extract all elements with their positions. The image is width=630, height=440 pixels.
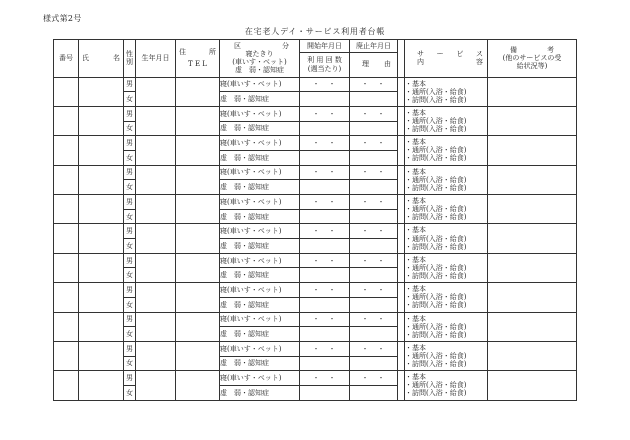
service-visit[interactable]: ・訪問(入浴・給食) [405,330,467,339]
cell-birthdate[interactable] [136,106,176,135]
cell-birthdate[interactable] [136,136,176,165]
category-frail-option[interactable]: 虚 弱・認知症 [220,150,300,165]
cell-name[interactable] [79,341,124,370]
reason-field[interactable] [350,239,398,254]
service-basic[interactable]: ・基本 [405,285,426,294]
cell-spacer [398,341,405,370]
start-date-field[interactable]: ・ ・ [300,77,350,92]
category-bedridden-option[interactable]: 寝(車いす・ベット) [220,136,300,151]
sex-male-label: 男 [124,77,136,92]
service-daycare[interactable]: ・通所(入浴・給食) [405,322,467,331]
header-category: 区 分 寝たきり (車いす・ベット) 虚 弱・認知症 [220,40,300,78]
sex-male-label: 男 [124,283,136,298]
cell-birthdate[interactable] [136,312,176,341]
reason-field[interactable] [350,327,398,342]
category-frail-option[interactable]: 虚 弱・認知症 [220,268,300,283]
usage-count-field[interactable] [300,356,350,371]
header-end-date: 廃止年月日 [350,40,398,53]
usage-count-field[interactable] [300,268,350,283]
end-date-field[interactable]: ・ ・ [350,253,398,268]
service-options[interactable] [405,283,488,312]
cell-address-tel[interactable] [176,371,220,400]
cell-address-tel[interactable] [176,77,220,106]
usage-count-field[interactable] [300,327,350,342]
cell-spacer [398,106,405,135]
header-number: 番号 [54,40,79,78]
cell-birthdate[interactable] [136,371,176,400]
category-bedridden-option[interactable]: 寝(車いす・ベット) [220,195,300,210]
cell-address-tel[interactable] [176,165,220,194]
service-basic[interactable]: ・基本 [405,373,426,382]
service-daycare[interactable]: ・通所(入浴・給食) [405,175,467,184]
cell-spacer [398,195,405,224]
cell-remarks[interactable] [488,77,577,106]
category-frail-option[interactable]: 虚 弱・認知症 [220,209,300,224]
category-bedridden-option[interactable]: 寝(車いす・ベット) [220,371,300,386]
start-date-field[interactable]: ・ ・ [300,195,350,210]
cell-spacer [398,224,405,253]
sex-female-label: 女 [124,385,136,400]
sex-female-label: 女 [124,356,136,371]
usage-count-field[interactable] [300,180,350,195]
service-visit[interactable]: ・訪問(入浴・給食) [405,213,467,222]
sex-female-label: 女 [124,239,136,254]
service-basic[interactable]: ・基本 [405,314,426,323]
end-date-field[interactable]: ・ ・ [350,283,398,298]
service-visit[interactable]: ・訪問(入浴・給食) [405,360,467,369]
sex-male-label: 男 [124,165,136,180]
cell-birthdate[interactable] [136,77,176,106]
usage-count-field[interactable] [300,92,350,107]
cell-remarks[interactable] [488,106,577,135]
category-bedridden-option[interactable]: 寝(車いす・ベット) [220,224,300,239]
end-date-field[interactable]: ・ ・ [350,195,398,210]
service-options[interactable] [405,165,488,194]
start-date-field[interactable]: ・ ・ [300,341,350,356]
cell-spacer [398,312,405,341]
start-date-field[interactable]: ・ ・ [300,224,350,239]
header-usage-count: 利 用 回 数 (週当たり) [300,52,350,77]
cell-number[interactable] [54,253,79,282]
start-date-field[interactable]: ・ ・ [300,165,350,180]
cell-remarks[interactable] [488,195,577,224]
end-date-field[interactable]: ・ ・ [350,77,398,92]
sex-female-label: 女 [124,297,136,312]
category-bedridden-option[interactable]: 寝(車いす・ベット) [220,341,300,356]
category-bedridden-option[interactable]: 寝(車いす・ベット) [220,283,300,298]
cell-remarks[interactable] [488,253,577,282]
start-date-field[interactable]: ・ ・ [300,253,350,268]
cell-name[interactable] [79,136,124,165]
usage-count-field[interactable] [300,121,350,136]
category-frail-option[interactable]: 虚 弱・認知症 [220,239,300,254]
header-address-tel: 住 所 T E L [176,40,220,78]
sex-male-label: 男 [124,195,136,210]
sex-female-label: 女 [124,92,136,107]
end-date-field[interactable]: ・ ・ [350,224,398,239]
cell-spacer [398,136,405,165]
usage-count-field[interactable] [300,239,350,254]
service-visit[interactable]: ・訪問(入浴・給食) [405,301,467,310]
reason-field[interactable] [350,150,398,165]
header-birthdate: 生年月日 [136,40,176,78]
category-frail-option[interactable]: 虚 弱・認知症 [220,327,300,342]
reason-field[interactable] [350,385,398,400]
document-title: 在宅老人デイ・サービス利用者台帳 [244,27,386,36]
cell-address-tel[interactable] [176,283,220,312]
cell-number[interactable] [54,283,79,312]
end-date-field[interactable]: ・ ・ [350,136,398,151]
cell-remarks[interactable] [488,283,577,312]
sex-male-label: 男 [124,253,136,268]
cell-name[interactable] [79,165,124,194]
cell-spacer [398,253,405,282]
sex-male-label: 男 [124,371,136,386]
category-frail-option[interactable]: 虚 弱・認知症 [220,92,300,107]
cell-remarks[interactable] [488,224,577,253]
cell-address-tel[interactable] [176,106,220,135]
cell-name[interactable] [79,77,124,106]
service-options[interactable] [405,136,488,165]
service-options[interactable] [405,253,488,282]
cell-spacer [398,283,405,312]
cell-name[interactable] [79,106,124,135]
start-date-field[interactable]: ・ ・ [300,283,350,298]
cell-address-tel[interactable] [176,341,220,370]
cell-remarks[interactable] [488,312,577,341]
service-options[interactable] [405,312,488,341]
cell-name[interactable] [79,224,124,253]
end-date-field[interactable]: ・ ・ [350,312,398,327]
usage-count-field[interactable] [300,209,350,224]
cell-number[interactable] [54,136,79,165]
service-basic[interactable]: ・基本 [405,167,426,176]
cell-birthdate[interactable] [136,253,176,282]
service-daycare[interactable]: ・通所(入浴・給食) [405,146,467,155]
service-daycare[interactable]: ・通所(入浴・給食) [405,234,467,243]
sex-female-label: 女 [124,268,136,283]
cell-remarks[interactable] [488,341,577,370]
service-basic[interactable]: ・基本 [405,79,426,88]
sex-female-label: 女 [124,150,136,165]
cell-number[interactable] [54,77,79,106]
cell-remarks[interactable] [488,371,577,400]
start-date-field[interactable]: ・ ・ [300,371,350,386]
service-daycare[interactable]: ・通所(入浴・給食) [405,87,467,96]
cell-spacer [398,77,405,106]
service-options[interactable] [405,195,488,224]
sex-male-label: 男 [124,341,136,356]
service-options[interactable] [405,371,488,400]
cell-name[interactable] [79,195,124,224]
header-sex: 性 別 [124,40,136,78]
cell-number[interactable] [54,224,79,253]
service-basic[interactable]: ・基本 [405,226,426,235]
end-date-field[interactable]: ・ ・ [350,106,398,121]
category-frail-option[interactable]: 虚 弱・認知症 [220,297,300,312]
category-bedridden-option[interactable]: 寝(車いす・ベット) [220,312,300,327]
header-reason: 理 由 [350,52,398,77]
cell-name[interactable] [79,371,124,400]
cell-spacer [398,165,405,194]
register-table [53,39,577,401]
cell-remarks[interactable] [488,136,577,165]
cell-address-tel[interactable] [176,195,220,224]
service-daycare[interactable]: ・通所(入浴・給食) [405,117,467,126]
cell-name[interactable] [79,253,124,282]
service-daycare[interactable]: ・通所(入浴・給食) [405,352,467,361]
category-bedridden-option[interactable]: 寝(車いす・ベット) [220,77,300,92]
category-frail-option[interactable]: 虚 弱・認知症 [220,121,300,136]
sex-female-label: 女 [124,327,136,342]
service-visit[interactable]: ・訪問(入浴・給食) [405,242,467,251]
service-basic[interactable]: ・基本 [405,108,426,117]
category-frail-option[interactable]: 虚 弱・認知症 [220,356,300,371]
cell-birthdate[interactable] [136,195,176,224]
service-visit[interactable]: ・訪問(入浴・給食) [405,154,467,163]
cell-name[interactable] [79,312,124,341]
sex-female-label: 女 [124,121,136,136]
form-number: 様式第2号 [43,14,82,23]
reason-field[interactable] [350,356,398,371]
category-bedridden-option[interactable]: 寝(車いす・ベット) [220,106,300,121]
sex-male-label: 男 [124,106,136,121]
cell-address-tel[interactable] [176,224,220,253]
sex-female-label: 女 [124,180,136,195]
cell-remarks[interactable] [488,165,577,194]
service-options[interactable] [405,106,488,135]
service-daycare[interactable]: ・通所(入浴・給食) [405,381,467,390]
cell-number[interactable] [54,165,79,194]
service-visit[interactable]: ・訪問(入浴・給食) [405,183,467,192]
end-date-field[interactable]: ・ ・ [350,165,398,180]
header-spacer [398,40,405,78]
reason-field[interactable] [350,297,398,312]
service-basic[interactable]: ・基本 [405,255,426,264]
sex-male-label: 男 [124,224,136,239]
service-visit[interactable]: ・訪問(入浴・給食) [405,95,467,104]
service-daycare[interactable]: ・通所(入浴・給食) [405,293,467,302]
cell-name[interactable] [79,283,124,312]
cell-birthdate[interactable] [136,341,176,370]
cell-address-tel[interactable] [176,136,220,165]
service-visit[interactable]: ・訪問(入浴・給食) [405,271,467,280]
end-date-field[interactable]: ・ ・ [350,341,398,356]
service-basic[interactable]: ・基本 [405,197,426,206]
cell-spacer [398,371,405,400]
service-visit[interactable]: ・訪問(入浴・給食) [405,389,467,398]
cell-address-tel[interactable] [176,312,220,341]
sex-male-label: 男 [124,136,136,151]
start-date-field[interactable]: ・ ・ [300,312,350,327]
reason-field[interactable] [350,180,398,195]
usage-count-field[interactable] [300,297,350,312]
start-date-field[interactable]: ・ ・ [300,106,350,121]
cell-birthdate[interactable] [136,224,176,253]
reason-field[interactable] [350,209,398,224]
category-frail-option[interactable]: 虚 弱・認知症 [220,385,300,400]
reason-field[interactable] [350,121,398,136]
header-remarks: 備 考 (他のサービスの受 給状況等) [488,40,577,78]
service-options[interactable] [405,224,488,253]
cell-birthdate[interactable] [136,283,176,312]
sex-male-label: 男 [124,312,136,327]
cell-number[interactable] [54,312,79,341]
category-bedridden-option[interactable]: 寝(車いす・ベット) [220,165,300,180]
cell-number[interactable] [54,195,79,224]
service-visit[interactable]: ・訪問(入浴・給食) [405,125,467,134]
cell-birthdate[interactable] [136,165,176,194]
reason-field[interactable] [350,92,398,107]
header-service: サ ー ビ ス 内 容 [405,40,488,78]
start-date-field[interactable]: ・ ・ [300,136,350,151]
cell-number[interactable] [54,106,79,135]
cell-address-tel[interactable] [176,253,220,282]
service-basic[interactable]: ・基本 [405,343,426,352]
cell-number[interactable] [54,341,79,370]
service-options[interactable] [405,77,488,106]
service-daycare[interactable]: ・通所(入浴・給食) [405,263,467,272]
service-basic[interactable]: ・基本 [405,138,426,147]
usage-count-field[interactable] [300,150,350,165]
header-name: 氏 名 [79,40,124,78]
header-start-date: 開始年月日 [300,40,350,53]
category-bedridden-option[interactable]: 寝(車いす・ベット) [220,253,300,268]
service-daycare[interactable]: ・通所(入浴・給食) [405,205,467,214]
usage-count-field[interactable] [300,385,350,400]
service-options[interactable] [405,341,488,370]
end-date-field[interactable]: ・ ・ [350,371,398,386]
cell-number[interactable] [54,371,79,400]
category-frail-option[interactable]: 虚 弱・認知症 [220,180,300,195]
reason-field[interactable] [350,268,398,283]
sex-female-label: 女 [124,209,136,224]
